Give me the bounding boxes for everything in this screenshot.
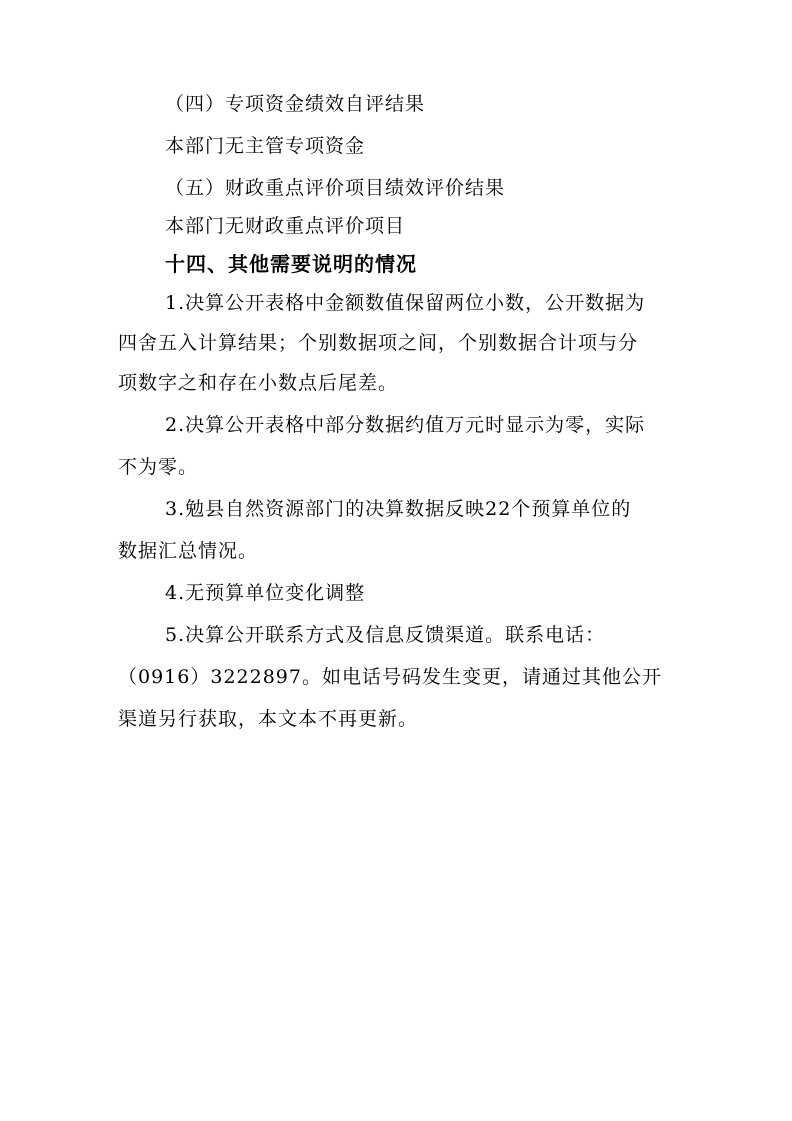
section-4-heading: （四）专项资金绩效自评结果 [165,93,426,115]
item-2-line-2: 不为零。 [118,456,199,478]
item-1-line-1: 1.决算公开表格中金额数值保留两位小数，公开数据为 [165,292,646,314]
item-1-line-3: 项数字之和存在小数点后尾差。 [118,372,399,394]
section-5-heading: （五）财政重点评价项目绩效评价结果 [165,177,506,199]
section-14-heading: 十四、其他需要说明的情况 [165,252,417,276]
item-2-line-1: 2.决算公开表格中部分数据约值万元时显示为零，实际 [165,414,646,436]
item-5-line-2: （0916）3222897。如电话号码发生变更，请通过其他公开 [118,666,662,688]
item-5-line-3: 渠道另行获取，本文本不再更新。 [118,708,419,730]
item-4-line-1: 4.无预算单位变化调整 [165,582,366,604]
item-1-line-2: 四舍五入计算结果；个别数据项之间，个别数据合计项与分 [118,332,639,354]
item-3-line-1: 3.勉县自然资源部门的决算数据反映22个预算单位的 [165,498,632,520]
section-5-text: 本部门无财政重点评价项目 [165,215,406,237]
item-5-line-1: 5.决算公开联系方式及信息反馈渠道。联系电话： [165,624,606,646]
item-3-line-2: 数据汇总情况。 [118,540,259,562]
section-4-text: 本部门无主管专项资金 [165,135,366,157]
